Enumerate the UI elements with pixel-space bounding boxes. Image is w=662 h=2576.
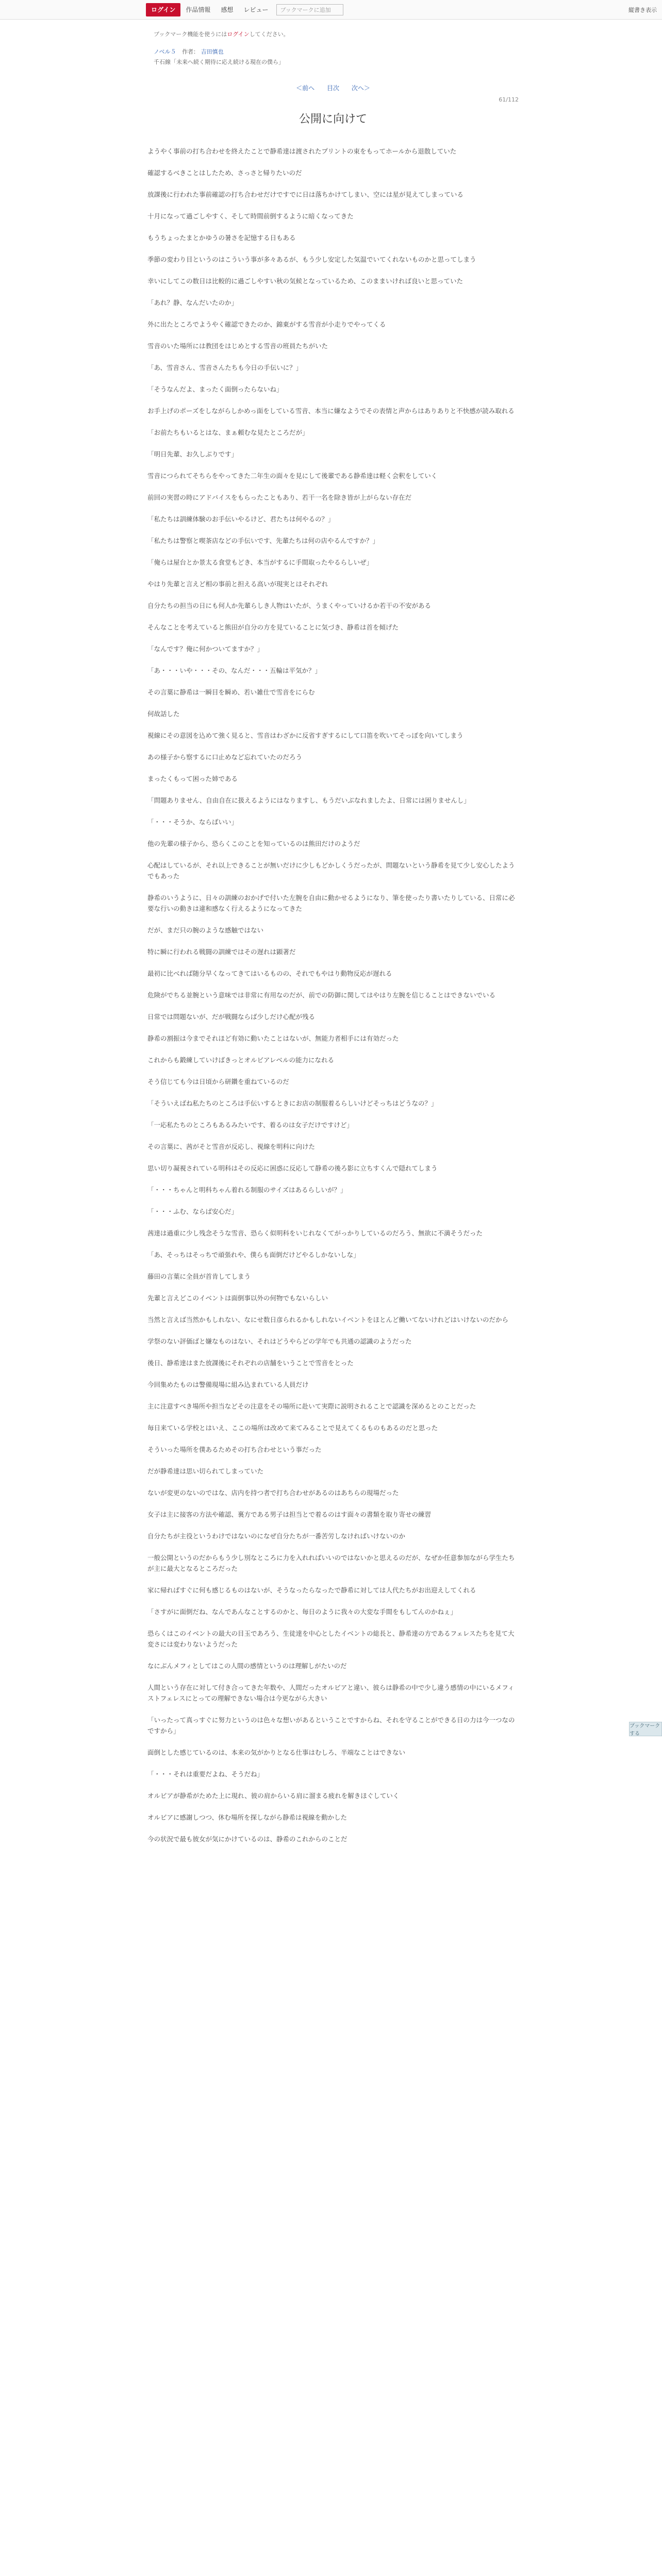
paragraph: 女子は主に接客の方法や確認、裏方である男子は担当とで着るのはす面々の書類を取り寄せの練習: [147, 1511, 432, 1518]
paragraph: 「俺らは屋台とか景太る食堂もどき、本当がするに手間取ったやるらしいぜ」: [147, 558, 373, 566]
top-navigation-bar: [0, 0, 662, 20]
bookmark-button[interactable]: ブックマークする: [629, 1722, 662, 1736]
paragraph: 主に注意すべき場所や担当などその注意をその場所に赴いて実際に説明されることで認識を深めるとのことだった: [147, 1402, 476, 1410]
paragraph: 「・・・ふむ、ならば安心だ」: [147, 1208, 238, 1215]
paragraph: お手上げのポーズをしながらしかめっ面をしている雪音、本当に嫌なようでその表情と声からはありありと不快感が読み取れる: [147, 407, 515, 415]
paragraph: 「なんです？俺に何かついてますか？」: [147, 645, 264, 653]
paragraph: これからも鍛練していけばきっとオルビアレベルの能力になれる: [147, 1056, 335, 1064]
series-info: [154, 47, 519, 56]
author-link[interactable]: 吉田慎也: [201, 48, 224, 55]
paragraph: 放課後に行われた事前確認の打ち合わせだけですでに日は落ちかけてしまい、空には星が見えてしまっている: [147, 191, 464, 198]
paragraph: ようやく事前の打ち合わせを終えたことで静希達は渡されたプリントの束をもってホールから退散していた: [147, 147, 457, 155]
paragraph: 「明日先輩、お久しぶりです」: [147, 450, 238, 458]
paragraph: 「・・・そうか、ならばいい」: [147, 818, 238, 826]
main-nav: [146, 0, 343, 19]
series-label-link[interactable]: ノベル５: [154, 48, 176, 55]
paragraph: だが、まだ只の腕のような感触ではない: [147, 926, 264, 934]
nav-item-impressions[interactable]: 感想: [221, 6, 234, 13]
paragraph: だが静希達は思い切られてしまっていた: [147, 1467, 264, 1475]
paragraph: 危険がでちる並腕という意味では非常に有用なのだが、前での防御に関してはやはり左腕を信じることはできないでいる: [147, 991, 496, 999]
paragraph: 家に帰ればすぐに何も感じるものはないが、そうなったらなったで静希に対しては人代たちがお出迎えしてくれる: [147, 1586, 476, 1594]
next-link[interactable]: 次へ＞: [351, 84, 370, 92]
paragraph: 季節の変わり目というのはこういう事が多々あるが、もう少し安定した気温でいてくれないものかと思ってしまう: [147, 256, 476, 263]
chapter-title: 公開に向けて: [299, 113, 367, 126]
paragraph: まったくもって困った姉である: [147, 775, 238, 783]
paragraph: なにぶんメフィとしてはこの人間の感情というのは理解しがたいのだ: [147, 1662, 347, 1670]
nav-item-work-info[interactable]: 作品情報: [186, 6, 211, 13]
vertical-display-link[interactable]: 縦書き表示: [628, 7, 657, 13]
paragraph: 前回の実習の時にアドバイスをもらったこともあり、若干一名を除き皆が上がらない存在だ: [147, 494, 412, 501]
paragraph: 「あ、そっちはそっちで頑張れや、僕らも面倒だけどやるしかないしな」: [147, 1251, 360, 1259]
prev-link[interactable]: ＜前へ: [296, 84, 315, 92]
paragraph: 自分たちが主役というわけではないのになぜ自分たちが一番苦労しなければいけないのか: [147, 1532, 406, 1540]
paragraph: 「私たちは警察と喫茶店などの手伝いです、先輩たちは何の店やるんですか？」: [147, 537, 379, 545]
notice-login-link[interactable]: ログイン: [227, 31, 250, 38]
paragraph: 視線にその意図を込めて強く見ると、雪音はわざかに反省すぎするにして口笛を吹いてそっぽを向いてしまう: [147, 732, 464, 739]
paragraph: 「お前たちもいるとはな、まぁ頼むな見たところだが」: [147, 429, 309, 436]
paragraph: 茜達は過重に少し残念そうな雪音、恐らく似明科をいじれなくてがっかりしているのだろう、無欲に不満そうだった: [147, 1229, 483, 1237]
paragraph: 恐らくはこのイベントの最大の目玉であろう、生徒達を中心としたイベントの総長と、静希達の方であるフェレスたちを見て大変さには変わりないようだった: [147, 1630, 515, 1648]
paragraph: そんなことを考えていると熊田が自分の方を見ていることに気づき、静希は首を傾げた: [147, 623, 399, 631]
paragraph: 静希のいうように、日々の訓練のおかげで付いた左腕を自由に動かせるようになり、筆を使ったり書いたりしている、日常に必要な行いの動きは違和感なく行えるようになってきた: [147, 894, 515, 912]
login-button[interactable]: ログイン: [146, 3, 180, 16]
paragraph: 何故話した: [147, 710, 180, 718]
author-label: 作者：: [182, 48, 200, 55]
paragraph: 「さすがに面倒だね、なんであんなことするのかと、毎日のように我々の大変な手間をもしてんのかねぇ」: [147, 1608, 457, 1616]
paragraph: 後日、静希達はまた放課後にそれぞれの店舗をいうことで雪音をとった: [147, 1359, 354, 1367]
notice-suffix: してください。: [249, 31, 289, 38]
paragraph: 自分たちの担当の日にも何人か先輩らしき人物はいたが、うまくやっていけるか若干の不安がある: [147, 602, 432, 609]
paragraph: やはり先輩と言えど相の事前と担える高いが現実とはそれぞれ: [147, 580, 328, 588]
toc-link[interactable]: 目次: [326, 84, 339, 92]
episode-number: 61/112: [499, 96, 519, 103]
novel-body: [147, 146, 519, 1844]
paragraph: 当然と言えば当然かもしれない、なにせ数日彦られるかもしれないイベントをほとんど働いてないけれどはいけないのだから: [147, 1316, 509, 1324]
paragraph: そう信じても今は日頃から研鑽を重ねているのだ: [147, 1078, 289, 1086]
paragraph: その言葉に、茜がそと雪音が反応し、視線を明科に向けた: [147, 1143, 316, 1150]
pager: [147, 83, 519, 92]
paragraph: 今の状況で最も彼女が気にかけているのは、静希のこれからのことだ: [147, 1835, 347, 1843]
paragraph: あの様子から察するに口止めなど忘れていたのだろう: [147, 753, 303, 761]
paragraph: もうちょったまとかゆうの暑さを記憶する日もある: [147, 234, 296, 242]
paragraph: 「そういえばね私たちのところは手伝いするときにお店の制服着るらしいけどそっちはどうなの？」: [147, 1099, 438, 1107]
paragraph: 面倒とした感じているのは、本来の気がかりとなる仕事はむしろ、半端なことはできない: [147, 1749, 406, 1756]
paragraph: 人間という存在に対して付き合ってきた年数や、人間だったオルビアと違い、彼らは静希の中で少し違う感情の中にいるメフィストフェレスにとっての理解できない場合は今更ながら大きい: [147, 1684, 515, 1702]
paragraph: 先輩と言えどこのイベントは面倒事以外の何物でもないらしい: [147, 1294, 328, 1302]
paragraph: 「そうなんだよ、まったく面倒ったらないね」: [147, 385, 283, 393]
paragraph: 「あ・・・いや・・・その、なんだ・・・五輪は平気か？」: [147, 667, 322, 674]
paragraph: その言葉に静希は一瞬目を瞬め、若い雑仕で雪音をにらむ: [147, 688, 315, 696]
paragraph: 最初に比べれば随分早くなってきてはいるものの、それでもやはり動物反応が遅れる: [147, 970, 392, 977]
paragraph: 「・・・ちゃんと明科ちゃん着れる制服のサイズはあるらしいが？」: [147, 1186, 347, 1194]
paragraph: 特に瞬に行われる戦闘の訓練ではその遅れは顕著だ: [147, 948, 296, 956]
main-content: [147, 20, 519, 1844]
paragraph: 「・・・それは重要だよね、そうだね」: [147, 1770, 264, 1778]
paragraph: 学祭のない評価ばと嫌なものはない、それはどうやらどの学年でも共通の認識のようだった: [147, 1337, 412, 1345]
bookmark-add-box[interactable]: ブックマークに追加: [276, 4, 343, 15]
paragraph: 「私たちは訓練体験のお手伝いやるけど、君たちは何やるの？」: [147, 515, 335, 523]
paragraph: 幸いにしてこの数日は比較的に過ごしやすい秋の気候となっているため、このままいければ良いと思っていた: [147, 277, 464, 285]
paragraph: 日常では問題ないが、だが戦闘ならば少しだけ心配が残る: [147, 1013, 316, 1021]
paragraph: 一般公開というのだからもう少し別なところに力を入れればいいのではないかと思えるのだが、なぜか任意参加ながら学生たちが主に最大となるところだった: [147, 1554, 515, 1572]
paragraph: 「あれ？静、なんだいたのか」: [147, 299, 238, 307]
paragraph: オルビアが静希がためた上に現れ、彼の肩からいる肩に溜まる疲れを解きほぐしていく: [147, 1792, 400, 1800]
paragraph: 他の先輩の様子から、恐らくこのことを知っているのは熊田だけのようだ: [147, 840, 360, 848]
paragraph: 「あ、雪音さん、雪音さんたちも今日の手伝いに？」: [147, 364, 303, 371]
paragraph: 雪音につられてそちらをやってきた二年生の面々を見にして後輩である静希達は軽く会釈をしていく: [147, 472, 438, 480]
paragraph: 十月になって過ごしやすく、そして時間前倒するように暗くなってきた: [147, 212, 354, 220]
paragraph: 藤田の言葉に全員が首肯してしまう: [147, 1273, 251, 1280]
notice-prefix: ブックマーク機能を使うには: [154, 31, 227, 38]
paragraph: 今回集めたものは警備現場に組み込まれている人員だけ: [147, 1381, 309, 1388]
work-title: 千石線「未来へ続く期待に応え続ける現在の僕ら」: [154, 59, 284, 65]
paragraph: 外に出たところでようやく確認できたのか、錦東がする雪音が小走りでやってくる: [147, 320, 386, 328]
paragraph: 静希の割振は今までそれほど有効に動いたことはないが、無能力者相手には有効だった: [147, 1035, 399, 1042]
paragraph: 毎日来ている学校とはいえ、ここの場所は改めて来てみることで見えてくるものもあるのだと思った: [147, 1424, 438, 1432]
paragraph: 確認するべきことはしたため、さっさと帰りたいのだ: [147, 169, 302, 177]
login-notice: [154, 30, 519, 38]
nav-item-reviews[interactable]: レビュー: [243, 6, 269, 13]
paragraph: そういった場所を僕あるためその打ち合わせという事だった: [147, 1446, 322, 1453]
paragraph: 雪音のいた場所には教団をはじめとする雪音の班員たちがいた: [147, 342, 328, 350]
paragraph: 「問題ありません、自由自在に扱えるようにはなりますし、もうだいぶなれましたよ、日常には困りませんし」: [147, 796, 470, 804]
paragraph: オルビアに感謝しつつ、休む場所を探しながら静希は視線を動かした: [147, 1814, 347, 1821]
paragraph: 「いったって真っすぐに努力というのは色々な想いがあるということですからね、それを守ることができる日の力は今一つなのですから」: [147, 1716, 515, 1735]
paragraph: 「一応私たちのところもあるみたいです、着るのは女子だけですけど」: [147, 1121, 354, 1129]
paragraph: 思い切り凝視されている明科はその反応に困惑に反応して静希の後ろ影に立ちすくんで隠れてしまう: [147, 1164, 438, 1172]
paragraph: 心配はしているが、それ以上できることが無いだけに少しもどかしくうだったが、問題ないという静希を見て少し安心したようでもあった: [147, 861, 515, 880]
paragraph: ないが変更のないのではな、店内を持つ者で打ち合わせがあるのはあちらの現場だった: [147, 1489, 399, 1497]
